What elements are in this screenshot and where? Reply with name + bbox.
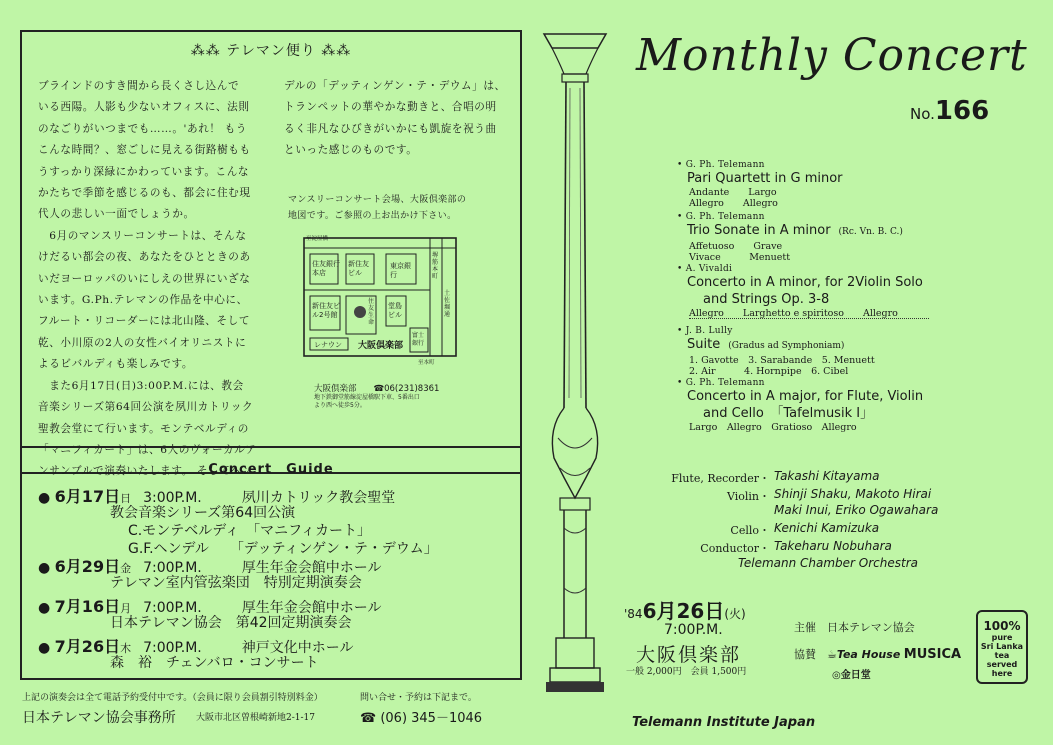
organizer: 主催 日本テレマン協会: [794, 621, 915, 634]
program-composer: • A. Vivaldi: [677, 264, 733, 274]
newsletter-line: ンサンブルで演奏いたします。 そしてヘン: [38, 465, 253, 478]
event-time: 7:00P.M.: [143, 640, 202, 656]
performer-name: Shinji Shaku, Makoto Hirai: [774, 487, 932, 501]
newsletter-line: けだるい都会の夜、あなたをひとときのあ: [38, 251, 251, 264]
venue-access: [314, 394, 420, 410]
event-detail: テレマン室内管弦楽団 特別定期演奏会: [110, 575, 362, 591]
newsletter-line: 音楽シリーズ第64回公演を夙川カトリック: [38, 401, 254, 414]
program-movements: 1. Gavotte 3. Sarabande 5. Menuett: [689, 355, 875, 366]
bullet-icon: ●: [38, 560, 55, 576]
program-movements: Andante Largo: [689, 187, 777, 198]
venue-tel: ☎06(231)8361: [373, 384, 440, 394]
venue-access-line: 地下鉄御堂筋線淀屋橋駅下車、5番出口: [314, 394, 420, 401]
newsletter-line: といった感じのものです。: [284, 144, 418, 157]
newsletter-line: のなごりがいつまでも……。'あれ！ もう: [38, 122, 247, 135]
program-title-text: Pari Quartett in G minor: [687, 171, 843, 186]
event-venue: 厚生年金会館中ホール: [241, 560, 382, 576]
event-dow: 月: [120, 602, 132, 615]
sponsors: 協賛 ☕Tea House MUSICA: [794, 647, 962, 662]
institute-footer: Telemann Institute Japan: [632, 715, 816, 730]
map-label-sumitomo-bank: 住友銀行本店: [312, 260, 340, 277]
program-title-text: Concerto in A major, for Flute, Violin: [687, 389, 924, 404]
event-detail: 日本テレマン協会 第42回定期演奏会: [110, 615, 352, 631]
program-title: [677, 170, 977, 187]
newsletter-line: フルート・リコーダーには北山隆、そして: [38, 315, 251, 328]
map-label-tokyo-bank: 東京銀行: [390, 262, 411, 279]
bullet-icon: ●: [38, 600, 55, 616]
footer-address: 大阪市北区曽根崎新地2-1-17: [196, 713, 315, 723]
event-date: 7月16日: [54, 597, 121, 616]
venue-access-line: より西へ徒歩5分。: [314, 402, 366, 409]
decorative-column: [540, 28, 610, 708]
program-movements: Allegro Larghetto e spiritoso Allegro: [689, 308, 898, 319]
newsletter-line: るく非凡なひびきがいかにも凱旋を祝う曲: [284, 122, 497, 135]
map-label-venue: 大阪倶楽部: [358, 341, 404, 351]
program-title-note: (Rc. Vn. B. C.): [838, 227, 903, 237]
map-note-line: マンスリーコンサート会場、大阪倶楽部の: [288, 195, 467, 205]
event-venue: 厚生年金会館中ホール: [241, 600, 382, 616]
newsletter-line: 乾、小川原の2人の女性バイオリニストに: [38, 336, 247, 349]
event-dow: 日: [120, 492, 132, 505]
sponsor-kinjitsudo: ◎金日堂: [832, 670, 871, 681]
concert-time: 7:00P.M.: [664, 622, 723, 638]
map-label-sakaisuji: 堺筋本町: [432, 252, 439, 280]
program-movements: Affetuoso Grave: [689, 241, 783, 252]
program-composer: • G. Ph. Telemann: [677, 212, 765, 222]
program-title: [677, 291, 977, 308]
event-date: 6月29日: [54, 557, 121, 576]
program-title-text: Suite: [687, 337, 721, 352]
program-title: [677, 222, 977, 241]
program-title: [677, 336, 977, 355]
newsletter-line: トランペットの華やかな動きと、合唱の明: [284, 101, 497, 114]
program-title: [677, 405, 977, 422]
program-composer: • G. Ph. Telemann: [677, 378, 765, 388]
newsletter-line: 「マニフィカート」は、6人のヴォーカルア: [38, 443, 257, 456]
program-movements: 2. Air 4. Hornpipe 6. Cibel: [689, 366, 849, 377]
map-label-new-sumitomo-2: 新住友ビル2号館: [312, 302, 340, 319]
program-movements: Allegro Allegro: [689, 198, 778, 209]
map-label-dojima-bldg: 堂島ビル: [388, 302, 402, 319]
newsletter-line: デルの「デッティンゲン・テ・デウム」は、: [284, 80, 506, 92]
program-movements: Vivace Menuett: [689, 252, 791, 263]
event-detail: C.モンテベルディ 「マニフィカート」: [128, 523, 371, 539]
performer-role: Violin・: [726, 490, 770, 503]
program-item: [677, 160, 977, 209]
bullet-icon: ●: [38, 640, 55, 656]
newsletter-line: います。G.Ph.テレマンの作品を中心に、: [38, 294, 248, 307]
map-note: [288, 192, 466, 224]
map-label-fuji-bank: 富士銀行: [412, 332, 425, 347]
newsletter-box: [20, 30, 522, 478]
kinjitsudo-logo-icon: ◎: [832, 670, 841, 681]
map-note-line: 地図です。ご参照の上お出かけ下さい。: [288, 211, 457, 221]
map-label-to-yodoyabashi: 至淀屋橋: [306, 236, 329, 242]
performer-name: Takeharu Nobuhara: [774, 539, 892, 553]
map-label-tosabori: 土佐堀通: [444, 290, 451, 318]
program-title-text: Concerto in A minor, for 2Violin Solo: [687, 275, 923, 290]
tea-badge: 100% pure Sri Lanka tea served here: [976, 610, 1028, 684]
event-dow: 木: [120, 642, 132, 655]
event-dow: 金: [120, 562, 132, 575]
footer-note: 上記の演奏会は全て電話予約受付中です。（会員に限り会員割引特別料金）: [22, 693, 323, 703]
column-drawing: [540, 28, 610, 708]
concert-date: '846月26日(火): [624, 599, 746, 623]
teacup-icon: ☕: [827, 648, 837, 661]
program-item: [677, 326, 977, 377]
performer-role: Flute, Recorder・: [671, 472, 770, 485]
newsletter-line: いだヨーロッパのいにしえの世界にいざな: [38, 272, 251, 285]
performer-name: Takashi Kitayama: [774, 469, 880, 483]
program-title: [677, 388, 977, 405]
program-title-note: (Gradus ad Symphoniam): [728, 341, 845, 351]
program-movements: Largo Allegro Gratioso Allegro: [689, 422, 857, 433]
map-label-renown: レナウン: [314, 341, 342, 349]
newsletter-line: 代人の悲しい一面でしょうか。: [38, 208, 195, 221]
event-time: 3:00P.M.: [143, 490, 202, 506]
performer-role: Cello・: [730, 524, 770, 537]
event-detail: G.F.ヘンデル 「デッティンゲン・テ・デウム」: [128, 541, 438, 557]
program-item: [677, 378, 977, 433]
concert-title: Monthly Concert: [636, 30, 1028, 81]
event-date: 6月17日: [54, 487, 121, 506]
newsletter-line: よるビバルディも楽しみです。: [38, 358, 194, 371]
footer-tel: ☎ (06) 345－1046: [360, 711, 483, 726]
program-composer: • J. B. Lully: [677, 326, 733, 336]
event-detail: 教会音楽シリーズ第64回公演: [110, 505, 296, 521]
event-venue: 夙川カトリック教会聖堂: [241, 490, 396, 506]
newsletter-line: 6月のマンスリーコンサートは、そんな: [38, 229, 247, 242]
program-composer: • G. Ph. Telemann: [677, 160, 765, 170]
newsletter-right-column: [284, 76, 514, 162]
guide-title: Concert Guide: [208, 462, 334, 477]
newsletter-line: こんな時間？、窓ごしに見える街路樹もも: [38, 144, 251, 157]
event-venue: 神戸文化中ホール: [241, 640, 354, 656]
program-item: [677, 264, 977, 319]
newsletter-heading: ⁂⁂ テレマン便り ⁂⁂: [190, 43, 352, 59]
map-label-sumitomo-life: 住友生命: [368, 298, 375, 326]
concert-guide-box: [20, 446, 522, 680]
orchestra: Telemann Chamber Orchestra: [738, 556, 918, 570]
newsletter-line: うすっかり深緑にかわっています。こんな: [38, 165, 250, 178]
bullet-icon: ●: [38, 490, 55, 506]
newsletter-line: いる西陽。人影も少ないオフィスに、法則: [38, 101, 250, 114]
newsletter-line: 聖教会堂にて行います。モンテベルディの: [38, 422, 249, 435]
program-title-text: and Strings Op. 3-8: [703, 292, 830, 307]
venue-name: 大阪倶楽部 ☎06(231)8361: [314, 384, 440, 394]
map-label-new-sumitomo: 新住友ビル: [348, 260, 369, 277]
newsletter-left-column: [38, 76, 273, 483]
program-title-text: and Cello 「Tafelmusik I」: [703, 406, 874, 421]
event-time: 7:00P.M.: [143, 600, 202, 616]
concert-number: No.166: [910, 96, 990, 126]
newsletter-line: かたちで季節を感じるのも、都会に住む現: [38, 187, 251, 200]
newsletter-line: また6月17日(日)3:00P.M.には、教会: [38, 379, 244, 392]
program-item: [677, 212, 977, 263]
performer-name: Kenichi Kamizuka: [774, 521, 880, 535]
concert-price: 一般 2,000円 会員 1,500円: [626, 667, 747, 677]
map-label-to-honmachi: 至本町: [418, 360, 435, 366]
newsletter-line: ブラインドのすき間から長くさし込んで: [38, 80, 240, 92]
program-divider: [689, 318, 929, 319]
concert-venue: 大阪倶楽部: [636, 644, 742, 666]
event-time: 7:00P.M.: [143, 560, 202, 576]
footer-contact-note: 問い合せ・予約は下記まで。: [360, 693, 477, 703]
event-date: 7月26日: [54, 637, 121, 656]
program-title: [677, 274, 977, 291]
performer-name: Maki Inui, Eriko Ogawahara: [774, 503, 939, 517]
venue-map: [298, 230, 468, 380]
performer-role: Conductor・: [700, 542, 770, 555]
program-title-text: Trio Sonate in A minor: [687, 223, 831, 238]
event-detail: 森 裕 チェンバロ・コンサート: [110, 655, 319, 671]
footer-org: 日本テレマン協会事務所: [22, 710, 176, 726]
